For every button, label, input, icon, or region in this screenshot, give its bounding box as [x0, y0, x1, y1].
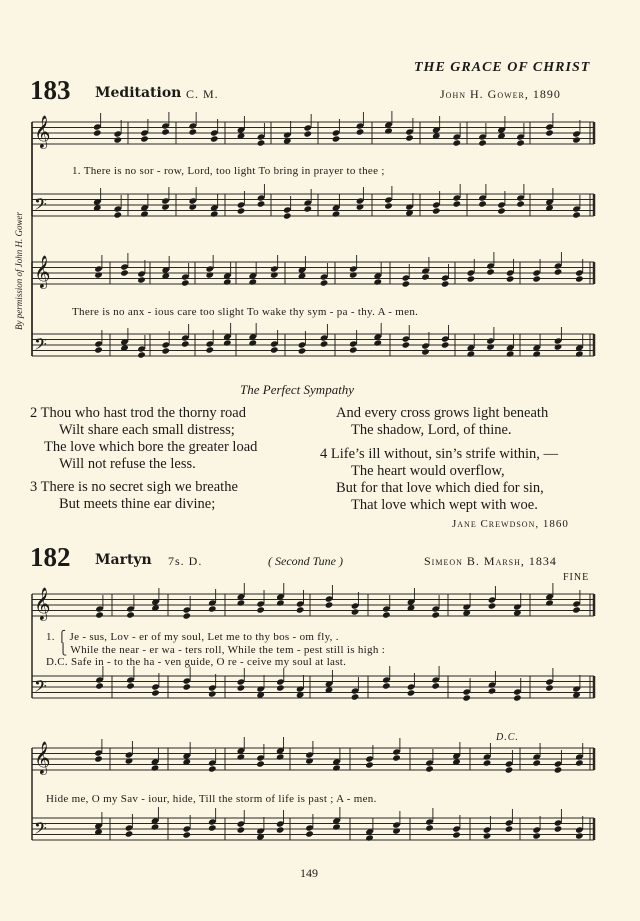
verse-line: And every cross grows light beneath — [336, 405, 549, 421]
page-number: 149 — [300, 866, 318, 880]
verse-line: 3 There is no secret sigh we breathe — [30, 479, 238, 495]
second-tune-label: ( Second Tune ) — [268, 554, 343, 568]
svg-text:𝄢: 𝄢 — [34, 194, 47, 218]
verse-line: The love which bore the greater load — [44, 439, 258, 455]
composer-182: Simeon B. Marsh, 1834 — [424, 554, 557, 568]
lyrics-183-line1: 1. There is no sor - row, Lord, too light To bring in prayer to thee ; — [72, 165, 385, 177]
dc-marking: D.C. — [496, 732, 519, 743]
svg-text:𝄞: 𝄞 — [34, 587, 51, 620]
verse-line: Will not refuse the less. — [59, 456, 196, 472]
tune-name-183: Meditation — [95, 85, 182, 101]
tune-name-182: Martyn — [95, 552, 152, 568]
verse-line: Wilt share each small distress; — [59, 422, 235, 438]
svg-text:𝄞: 𝄞 — [34, 255, 51, 288]
permission-note: By permission of John H. Gower — [14, 212, 24, 330]
author-183: Jane Crewdson, 1860 — [452, 518, 569, 530]
svg-text:𝄢: 𝄢 — [34, 676, 47, 700]
svg-text:𝄢: 𝄢 — [34, 334, 47, 358]
hymn-caption: The Perfect Sympathy — [240, 382, 355, 397]
verse-line: The heart would overflow, — [351, 463, 505, 479]
lyrics-182-line2: ⎩ While the near - er wa - ters roll, While the tem - pest still is high : — [59, 644, 386, 656]
verse-line: The shadow, Lord, of thine. — [351, 422, 512, 438]
lyrics-182-line1: 1. ⎧ Je - sus, Lov - er of my soul, Let me to thy bos - om fly, . — [46, 631, 339, 643]
svg-text:𝄞: 𝄞 — [34, 741, 51, 774]
verse-line: But for that love which died for sin, — [336, 480, 544, 496]
hymn-number-183: 183 — [30, 75, 71, 105]
lyrics-182-dc-line: D.C. Safe in - to the ha - ven guide, O re - ceive my soul at last. — [46, 656, 347, 668]
meter-182: 7s. D. — [168, 554, 203, 568]
lyrics-182-line4: Hide me, O my Sav - iour, hide, Till the storm of life is past ; A - men. — [46, 793, 377, 805]
svg-text:𝄞: 𝄞 — [34, 115, 51, 148]
svg-text:𝄢: 𝄢 — [34, 818, 47, 842]
verse-line: That love which wept with woe. — [351, 497, 538, 513]
meter-183: C. M. — [186, 87, 219, 101]
verse-line: But meets thine ear divine; — [59, 496, 216, 512]
hymn-number-182: 182 — [30, 542, 71, 572]
composer-183: John H. Gower, 1890 — [440, 87, 561, 101]
verse-line: 4 Life’s ill without, sin’s strife within, — — [320, 446, 559, 462]
verse-line: 2 Thou who hast trod the thorny road — [30, 405, 246, 421]
section-title: THE GRACE OF CHRIST — [414, 60, 591, 75]
fine-marking: FINE — [563, 572, 590, 583]
lyrics-183-line2: There is no anx - ious care too slight To wake thy sym - pa - thy. A - men. — [72, 306, 419, 318]
